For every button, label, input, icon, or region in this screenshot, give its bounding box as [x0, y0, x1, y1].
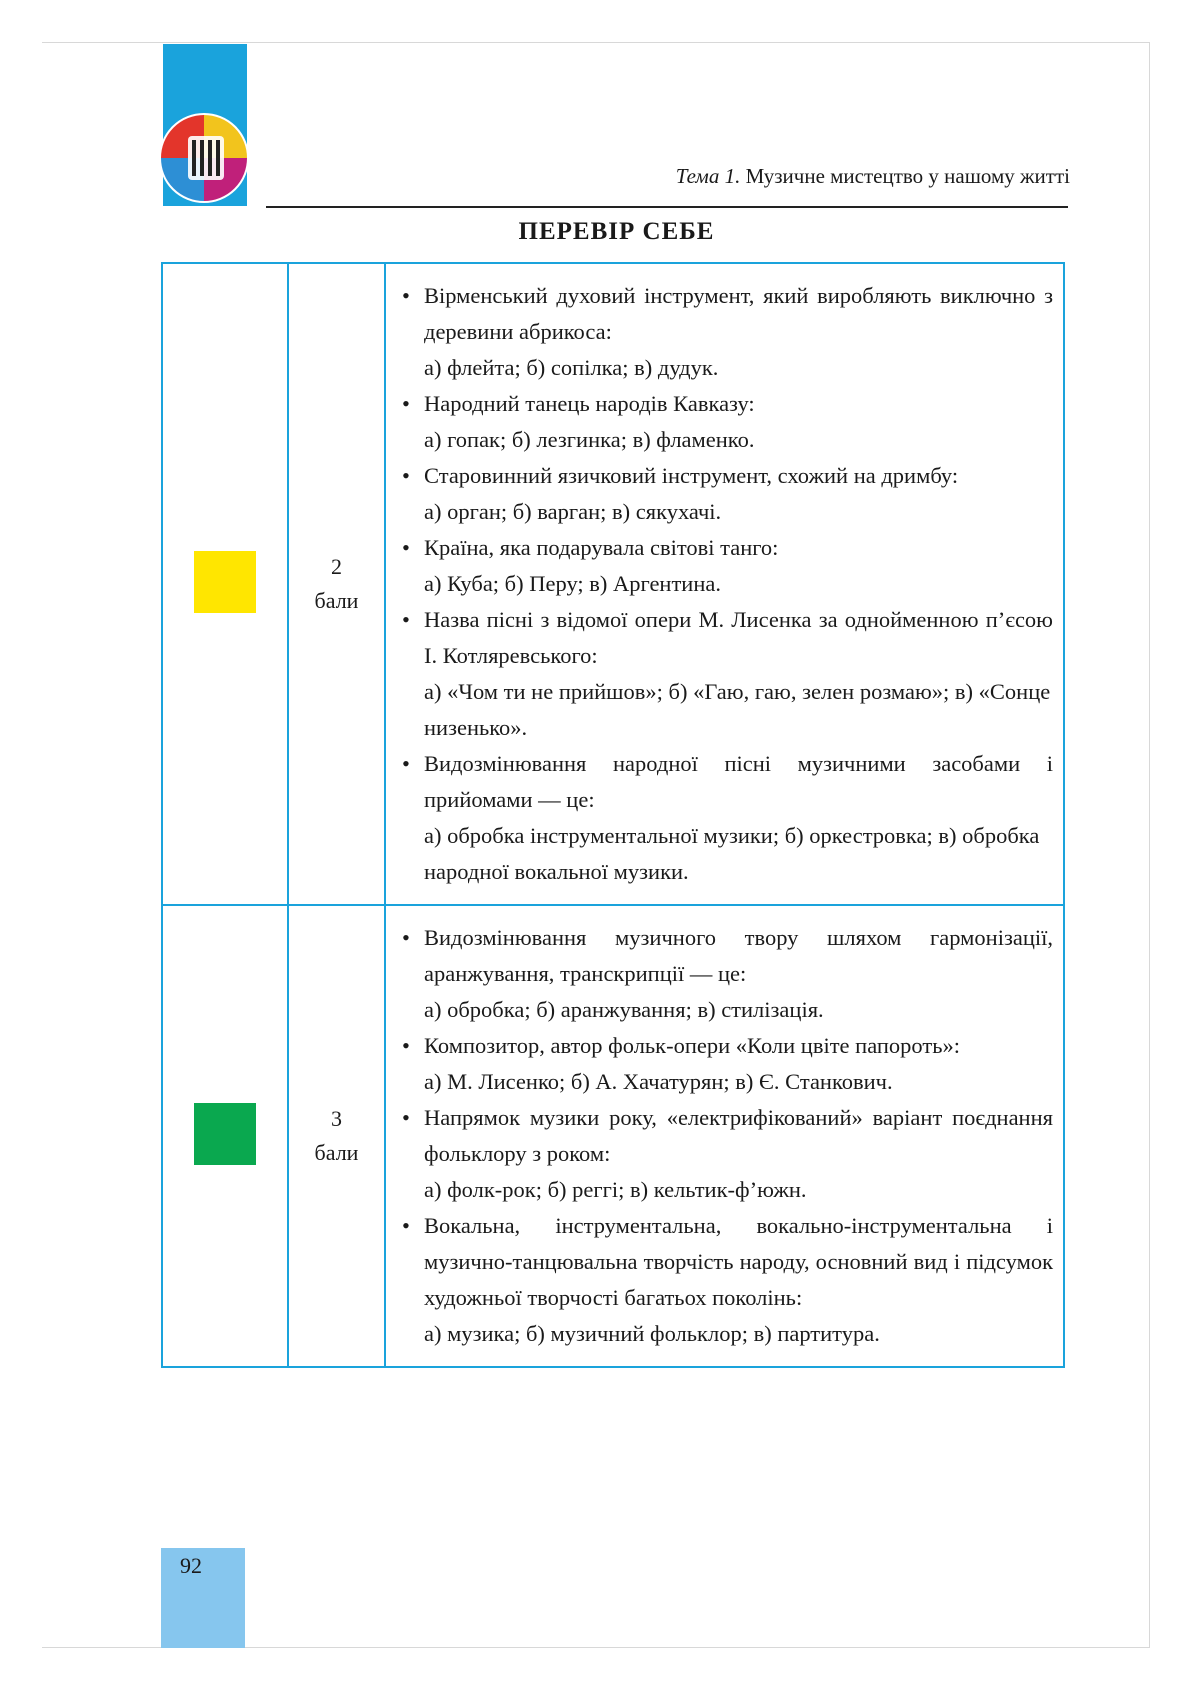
- question-item: [394, 1028, 1053, 1100]
- question-text: • Видозмінювання музичного твору шляхом гармонізації, аранжування, транскрипції — це:: [424, 925, 1053, 986]
- score-unit: бали: [314, 1140, 359, 1165]
- page-border-top: [42, 42, 1150, 43]
- question-text: • Вокальна, інструментальна, вокально-інструментальна і музично-танцювальна творчість народу, основний вид і підсумок художньої творчості багатьох поколінь:: [424, 1213, 1053, 1310]
- questions-cell: [385, 905, 1064, 1367]
- question-item: [394, 278, 1053, 386]
- page-number-tab: [161, 1548, 245, 1648]
- question-item: [394, 746, 1053, 890]
- quiz-row-2-points: [162, 263, 1064, 905]
- question-text: • Народний танець народів Кавказу:: [424, 391, 755, 416]
- question-text: • Напрямок музики року, «електрифікований» варіант поєднання фольклору з роком:: [424, 1105, 1053, 1166]
- page-number: 92: [180, 1553, 202, 1578]
- score-cell: [288, 905, 385, 1367]
- answer-options: а) музика; б) музичний фольклор; в) партитура.: [424, 1321, 880, 1346]
- question-item: [394, 386, 1053, 458]
- answer-options: а) Куба; б) Перу; в) Аргентина.: [424, 571, 721, 596]
- question-text: • Вірменський духовий інструмент, який виробляють виключно з деревини абрикоса:: [424, 283, 1053, 344]
- question-item: [394, 1208, 1053, 1352]
- question-list: [394, 278, 1053, 890]
- answer-options: а) фолк-рок; б) реггі; в) кельтик-ф’южн.: [424, 1177, 807, 1202]
- answer-options: а) гопак; б) лезгинка; в) фламенко.: [424, 427, 755, 452]
- score-cell: [288, 263, 385, 905]
- questions-cell: [385, 263, 1064, 905]
- answer-options: а) орган; б) варган; в) сякухачі.: [424, 499, 722, 524]
- answer-options: а) обробка; б) аранжування; в) стилізація.: [424, 997, 824, 1022]
- question-item: [394, 458, 1053, 530]
- page-border-right: [1149, 42, 1150, 1648]
- quiz-table: [161, 262, 1065, 1368]
- level-color-cell: [162, 263, 288, 905]
- question-text: • Видозмінювання народної пісні музичними засобами і прийомами — це:: [424, 751, 1053, 812]
- theme-title: Музичне мистецтво у нашому житті: [745, 164, 1070, 188]
- question-item: [394, 602, 1053, 746]
- quiz-row-3-points: [162, 905, 1064, 1367]
- question-text: • Країна, яка подарувала світові танго:: [424, 535, 779, 560]
- answer-options: а) М. Лисенко; б) А. Хачатурян; в) Є. Станкович.: [424, 1069, 893, 1094]
- score-unit: бали: [314, 588, 359, 613]
- question-text: • Назва пісні з відомої опери М. Лисенка за однойменною п’єсою І. Котляревського:: [424, 607, 1053, 668]
- answer-options: а) «Чом ти не прийшов»; б) «Гаю, гаю, зелен розмаю»; в) «Сонце низенько».: [424, 679, 1051, 740]
- question-item: [394, 920, 1053, 1028]
- answer-options: а) обробка інструментальної музики; б) оркестровка; в) обробка народної вокальної музики.: [424, 823, 1040, 884]
- score-number: 2: [331, 554, 342, 579]
- level-color-cell: [162, 905, 288, 1367]
- section-title: ПЕРЕВІР СЕБЕ: [518, 218, 715, 245]
- question-text: • Композитор, автор фольк-опери «Коли цвіте папороть»:: [424, 1033, 960, 1058]
- question-item: [394, 530, 1053, 602]
- score-number: 3: [331, 1106, 342, 1131]
- header-rule: [266, 206, 1068, 208]
- question-item: [394, 1100, 1053, 1208]
- theme-label: Тема 1.: [675, 164, 741, 188]
- question-list: [394, 920, 1053, 1352]
- yellow-level-marker: [194, 551, 256, 613]
- question-text: • Старовинний язичковий інструмент, схожий на дримбу:: [424, 463, 959, 488]
- running-header: [260, 164, 1070, 189]
- green-level-marker: [194, 1103, 256, 1165]
- answer-options: а) флейта; б) сопілка; в) дудук.: [424, 355, 719, 380]
- music-emblem-icon: [158, 112, 250, 204]
